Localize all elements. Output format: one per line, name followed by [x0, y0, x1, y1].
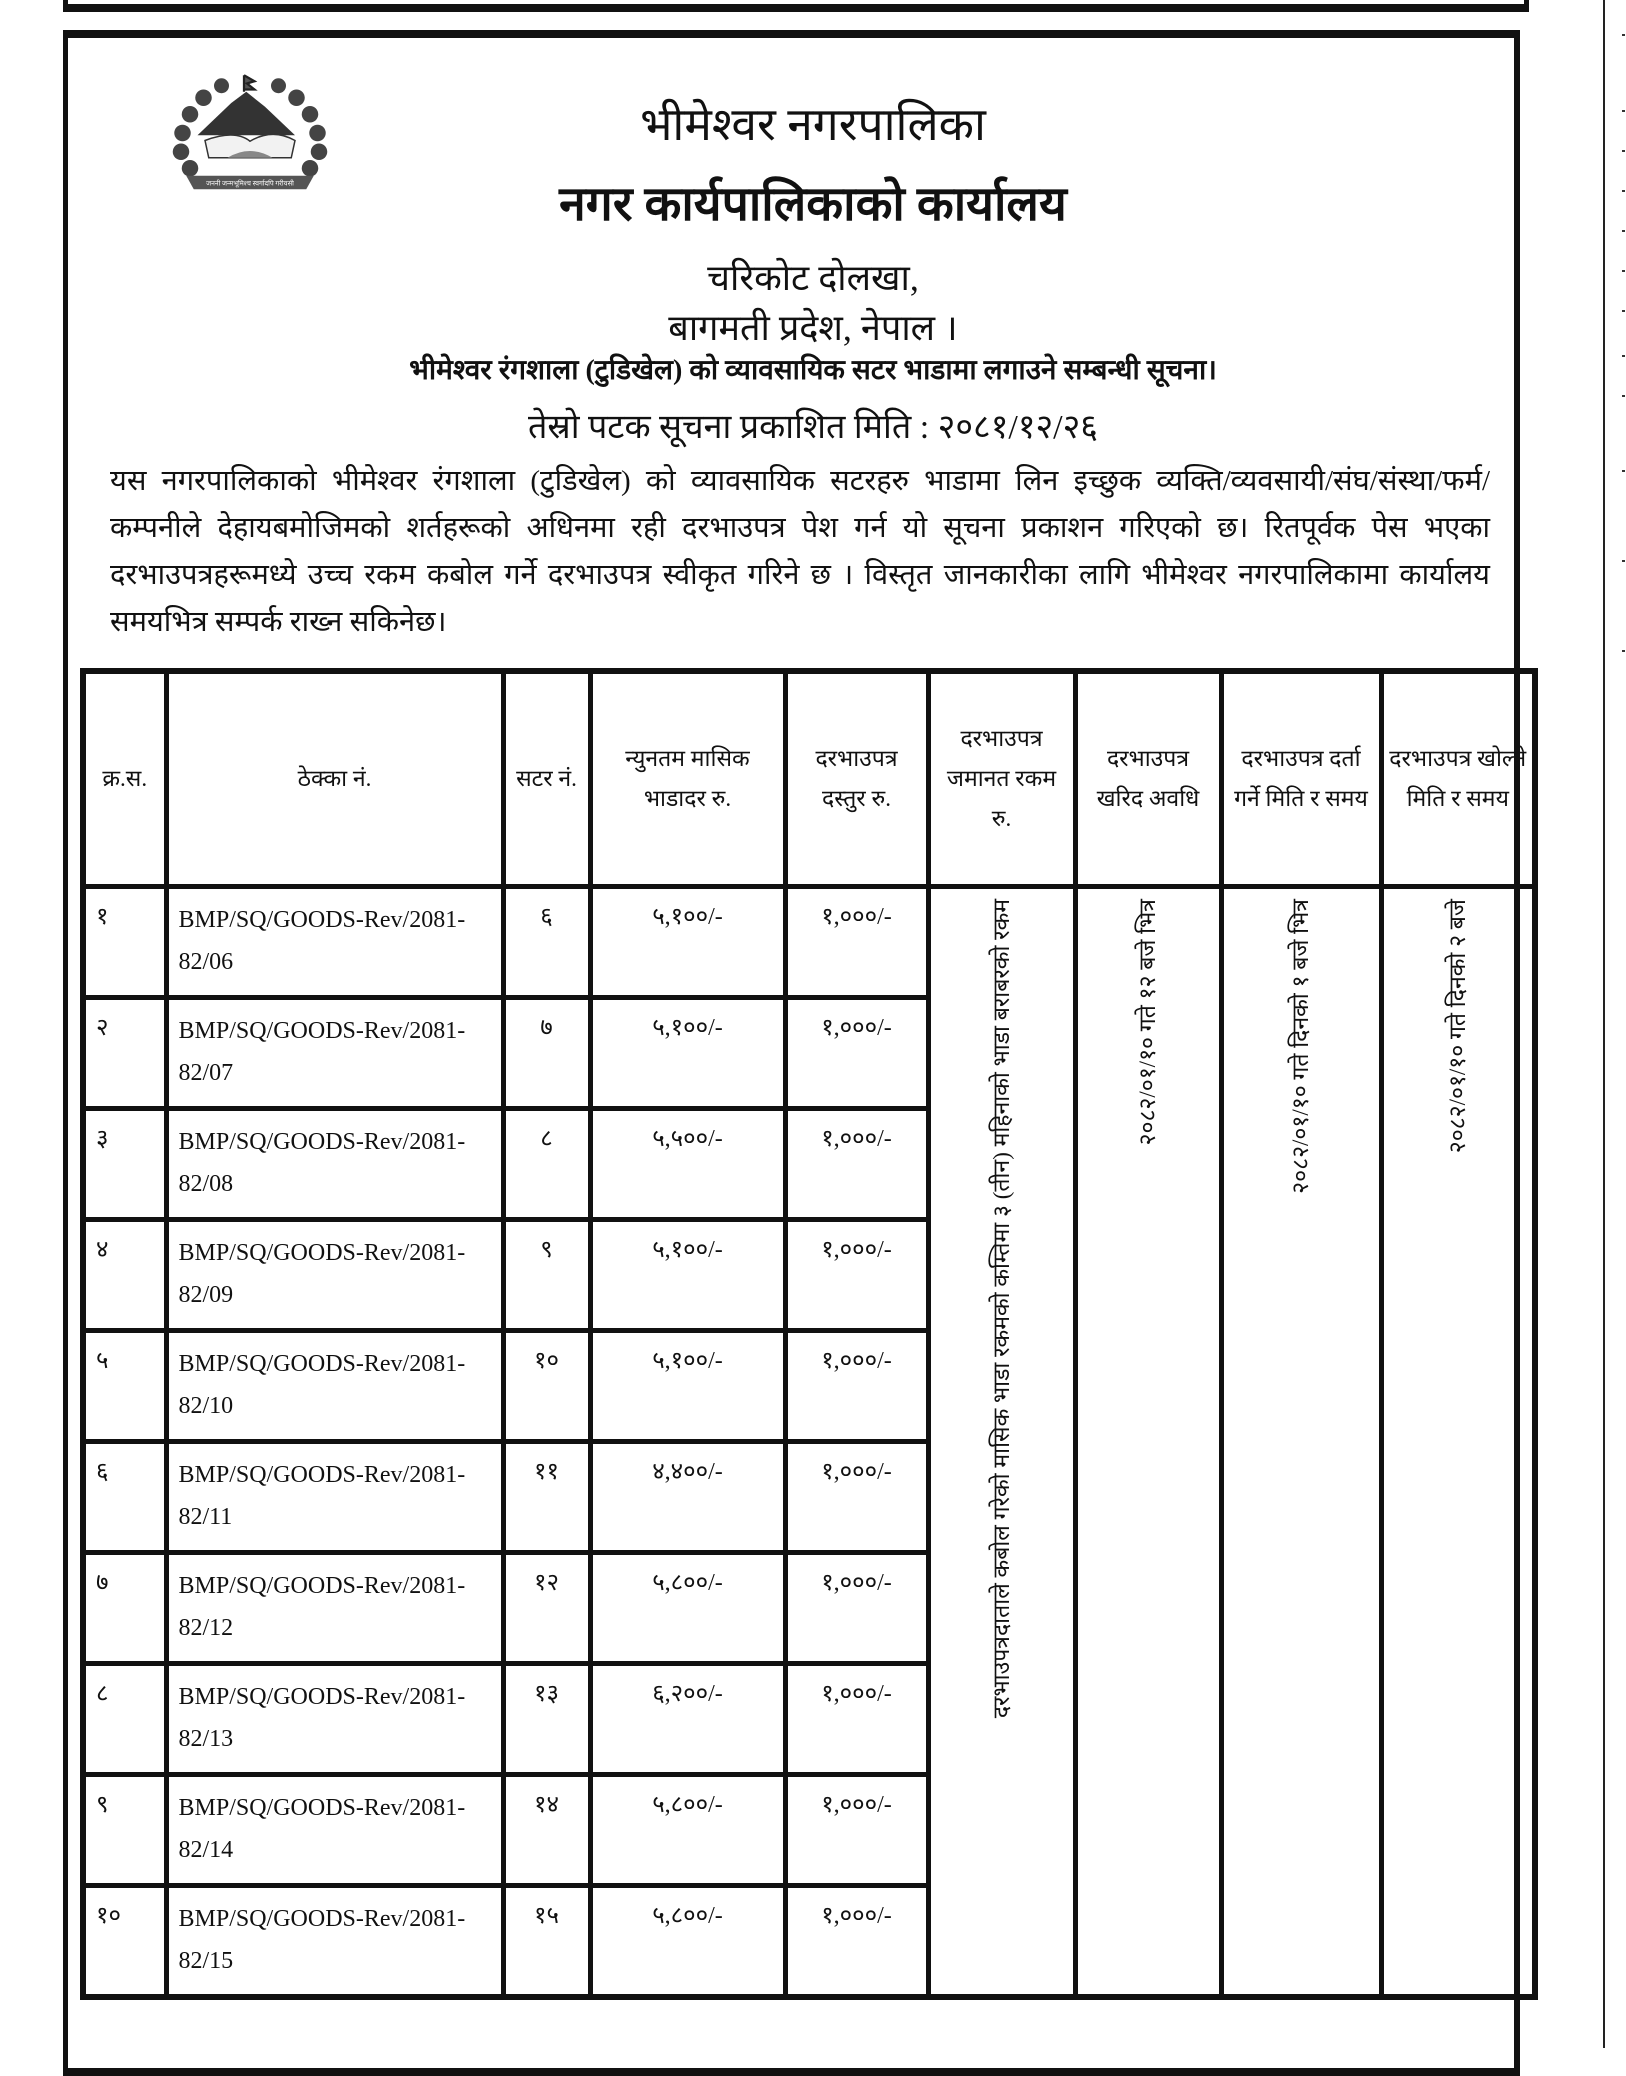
publication-date: २०८१/१२/२६	[937, 409, 1098, 446]
shutter-number: १३	[503, 1664, 590, 1775]
col-serial-number: क्र.स.	[83, 671, 166, 887]
contract-number: BMP/SQ/GOODS-Rev/2081-82/12	[166, 1553, 503, 1664]
min-monthly-rent: ६,२००/-	[590, 1664, 785, 1775]
serial-number: ६	[83, 1442, 166, 1553]
serial-number: २	[83, 998, 166, 1109]
col-contract-number: ठेक्का नं.	[166, 671, 503, 887]
shutter-number: १४	[503, 1775, 590, 1886]
serial-number: ८	[83, 1664, 166, 1775]
shutter-number: ६	[503, 887, 590, 998]
previous-page-frame	[63, 0, 1529, 12]
table-row	[83, 887, 1535, 998]
contract-number: BMP/SQ/GOODS-Rev/2081-82/11	[166, 1442, 503, 1553]
submission-datetime-merged	[1221, 887, 1381, 1998]
serial-number: १०	[83, 1886, 166, 1998]
address-line-2: बागमती प्रदेश, नेपाल ।	[668, 308, 958, 348]
bid-fee: १,०००/-	[785, 1775, 928, 1886]
bid-fee: १,०००/-	[785, 1109, 928, 1220]
contract-number: BMP/SQ/GOODS-Rev/2081-82/06	[166, 887, 503, 998]
notice-body: यस नगरपालिकाको भीमेश्वर रंगशाला (टुडिखेल) को व्यावसायिक सटरहरु भाडामा लिन इच्छुक व्यक्ति/व्यवसायी/संघ/संस्था/फर्म/कम्पनीले देहायबमोजिमको शर्तहरूको अधिनमा रही दरभाउपत्र पेश गर्न यो सूचना प्रकाशन गरिएको छ। रितपूर्वक पेस भएका दरभाउपत्रहरूमध्ये उच्च रकम कबोल गर्ने दरभाउपत्र स्वीकृत गरिने छ । विस्तृत जानकारीका लागि भीमेश्वर नगरपालिकामा कार्यालय समयभित्र सम्पर्क राख्न सकिनेछ।	[110, 465, 1490, 638]
serial-number: ५	[83, 1331, 166, 1442]
serial-number: ४	[83, 1220, 166, 1331]
min-monthly-rent: ५,१००/-	[590, 1220, 785, 1331]
contract-number: BMP/SQ/GOODS-Rev/2081-82/14	[166, 1775, 503, 1886]
min-monthly-rent: ५,५००/-	[590, 1109, 785, 1220]
bid-fee: १,०००/-	[785, 887, 928, 998]
serial-number: ७	[83, 1553, 166, 1664]
col-opening-datetime: दरभाउपत्र खोल्ने मिति र समय	[1381, 671, 1535, 887]
serial-number: ९	[83, 1775, 166, 1886]
serial-number: १	[83, 887, 166, 998]
min-monthly-rent: ४,४००/-	[590, 1442, 785, 1553]
shutter-number: ७	[503, 998, 590, 1109]
bid-fee: १,०००/-	[785, 1886, 928, 1998]
contract-number: BMP/SQ/GOODS-Rev/2081-82/08	[166, 1109, 503, 1220]
min-monthly-rent: ५,१००/-	[590, 998, 785, 1109]
publication-date-label: तेस्रो पटक सूचना प्रकाशित मिति	[527, 409, 912, 446]
opening-datetime-text: २०८२/०१/१० गते दिनको २ बजे	[1444, 899, 1470, 1154]
bid-fee: १,०००/-	[785, 1331, 928, 1442]
purchase-period-text: २०८२/०१/१० गते १२ बजे भित्र	[1135, 899, 1160, 1146]
bid-fee: १,०००/-	[785, 1442, 928, 1553]
shutter-number: ८	[503, 1109, 590, 1220]
contract-number: BMP/SQ/GOODS-Rev/2081-82/07	[166, 998, 503, 1109]
col-submission-datetime: दरभाउपत्र दर्ता गर्ने मिति र समय	[1221, 671, 1381, 887]
shutter-number: १५	[503, 1886, 590, 1998]
col-purchase-period: दरभाउपत्र खरिद अवधि	[1075, 671, 1221, 887]
table-header-row	[83, 671, 1535, 887]
min-monthly-rent: ५,८००/-	[590, 1775, 785, 1886]
bid-fee: १,०००/-	[785, 1220, 928, 1331]
publication-date-line: तेस्रो पटक सूचना प्रकाशित मिति : २०८१/१२/२६	[527, 409, 1098, 446]
shutter-number: १२	[503, 1553, 590, 1664]
contract-number: BMP/SQ/GOODS-Rev/2081-82/09	[166, 1220, 503, 1331]
min-monthly-rent: ५,१००/-	[590, 887, 785, 998]
svg-text:जननी जन्मभूमिश्च स्वर्गादपि गर: जननी जन्मभूमिश्च स्वर्गादपि गरीयसी	[206, 180, 294, 188]
contract-number: BMP/SQ/GOODS-Rev/2081-82/13	[166, 1664, 503, 1775]
security-amount-text: दरभाउपत्रदाताले कबोल गरेको मासिक भाडा रकमको कम्तिमा ३ (तीन) महिनाको भाडा बराबरको रकम	[988, 899, 1014, 1719]
address-line-1: चरिकोट दोलखा,	[707, 258, 919, 298]
shutter-rental-table	[80, 668, 1538, 2000]
bid-fee: १,०००/-	[785, 1664, 928, 1775]
shutter-number: १०	[503, 1331, 590, 1442]
office-title: नगर कार्यपालिकाको कार्यालय	[559, 178, 1067, 231]
col-bid-fee: दरभाउपत्र दस्तुर रु.	[785, 671, 928, 887]
min-monthly-rent: ५,८००/-	[590, 1886, 785, 1998]
min-monthly-rent: ५,१००/-	[590, 1331, 785, 1442]
contract-number: BMP/SQ/GOODS-Rev/2081-82/15	[166, 1886, 503, 1998]
col-min-monthly-rent: न्युनतम मासिक भाडादर रु.	[590, 671, 785, 887]
col-shutter-number: सटर नं.	[503, 671, 590, 887]
serial-number: ३	[83, 1109, 166, 1220]
submission-datetime-text: २०८२/०१/१० गते दिनको १ बजे भित्र	[1288, 899, 1313, 1194]
min-monthly-rent: ५,८००/-	[590, 1553, 785, 1664]
contract-number: BMP/SQ/GOODS-Rev/2081-82/10	[166, 1331, 503, 1442]
opening-datetime-merged	[1381, 887, 1535, 1998]
security-amount-merged	[928, 887, 1075, 1998]
bid-fee: १,०००/-	[785, 1553, 928, 1664]
purchase-period-merged	[1075, 887, 1221, 1998]
shutter-number: ११	[503, 1442, 590, 1553]
bid-fee: १,०००/-	[785, 998, 928, 1109]
shutter-number: ९	[503, 1220, 590, 1331]
col-security-amount: दरभाउपत्र जमानत रकम रु.	[928, 671, 1075, 887]
notice-subject: भीमेश्वर रंगशाला (टुडिखेल) को व्यावसायिक सटर भाडामा लगाउने सम्बन्धी सूचना।	[409, 355, 1217, 386]
municipality-name: भीमेश्वर नगरपालिका	[640, 99, 986, 150]
